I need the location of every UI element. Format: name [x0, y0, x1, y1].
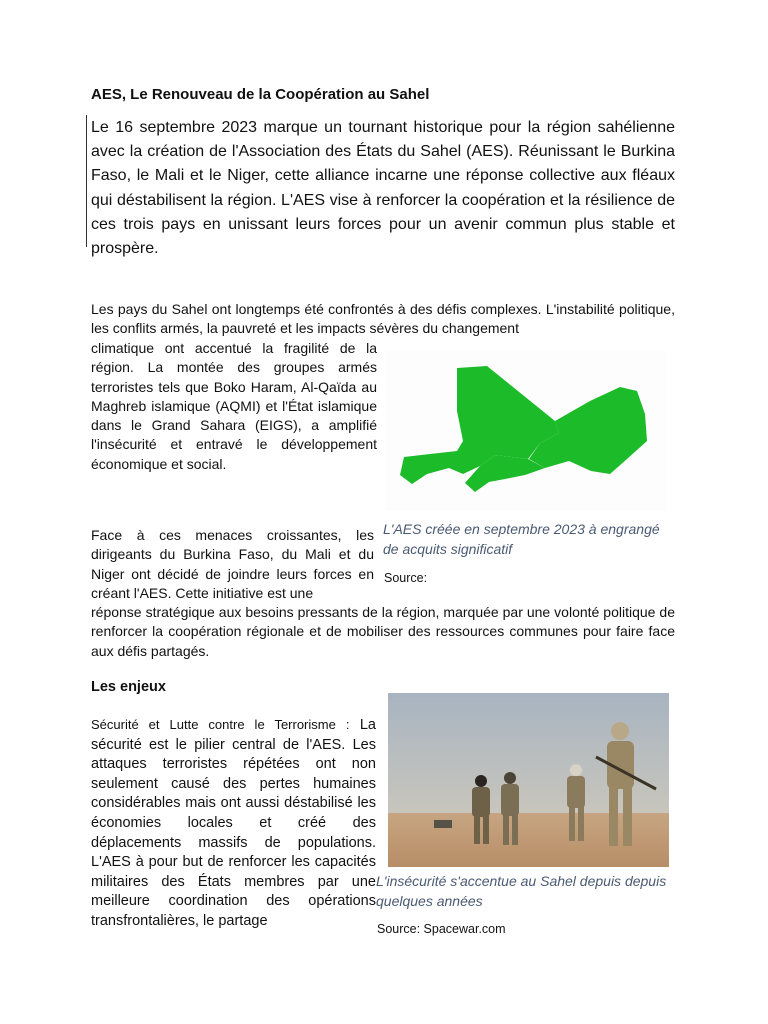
intro-paragraph: Le 16 septembre 2023 marque un tournant historique pour la région sahélienne avec la création de l'Association des États du Sahel (AES). Réunissant le Burkina Faso, le Mali et le Niger, cette alliance incarne une réponse collective aux fléaux qui déstabilisent la région. L'AES vise à renforcer la coopération et la résilience de ces trois pays en unissant leurs forces pour un avenir commun plus stable et prospère.: [91, 119, 675, 258]
figure1-source: Source:: [384, 571, 428, 585]
sahel-soldiers-photo: [388, 693, 669, 867]
paragraph-security-body: La sécurité est le pilier central de l'AES. Les attaques terroristes répétées ont non seulement causé des pertes humaines considérables mais ont aussi déstabilisé les économies locales et créé des déplacements massifs de populations. L'AES à pour but de renforcer les capacités militaires des États membres par une meilleure coordination des opérations transfrontalières, le partage: [91, 717, 376, 929]
paragraph-response: réponse stratégique aux besoins pressants de la région, marquée par une volonté politique de renforcer la coopération régionale et de mobiliser des ressources communes pour faire face aux défis partagés.: [91, 604, 675, 659]
photo-svg: [388, 693, 669, 867]
figure1-caption: L'AES créée en septembre 2023 à engrangé de acquits significatif: [383, 521, 660, 557]
article-title: AES, Le Renouveau de la Coopération au Sahel: [91, 86, 430, 103]
paragraph-threats: climatique ont accentué la fragilité de la région. La montée des groupes armés terroristes tels que Boko Haram, Al-Qaïda au Maghreb islamique (AQMI) et l'État islamique dans le Grand Sahara (EIGS), a amplifié l'insécurité et entravé le développement économique et social.: [91, 340, 377, 472]
paragraph-security: [91, 715, 376, 932]
figure2-caption: L'insécurité s'accentue au Sahel depuis depuis quelques années: [376, 873, 667, 909]
paragraph-leaders: Face à ces menaces croissantes, les dirigeants du Burkina Faso, du Mali et du Niger ont décidé de joindre leurs forces en créant l'AES. Cette initiative est une: [91, 527, 374, 601]
paragraph-security-lead: Sécurité et Lutte contre le Terrorisme :: [91, 717, 350, 732]
figure2-source: Source: Spacewar.com: [377, 922, 506, 936]
section-heading: Les enjeux: [91, 679, 166, 695]
paragraph-context: Les pays du Sahel ont longtemps été confrontés à des défis complexes. L'instabilité politique, les conflits armés, la pauvreté et les impacts sévères du changement: [91, 301, 675, 337]
intro-margin-bar: [86, 115, 87, 247]
aes-map-svg: [385, 351, 666, 511]
aes-map-image: [385, 351, 666, 511]
